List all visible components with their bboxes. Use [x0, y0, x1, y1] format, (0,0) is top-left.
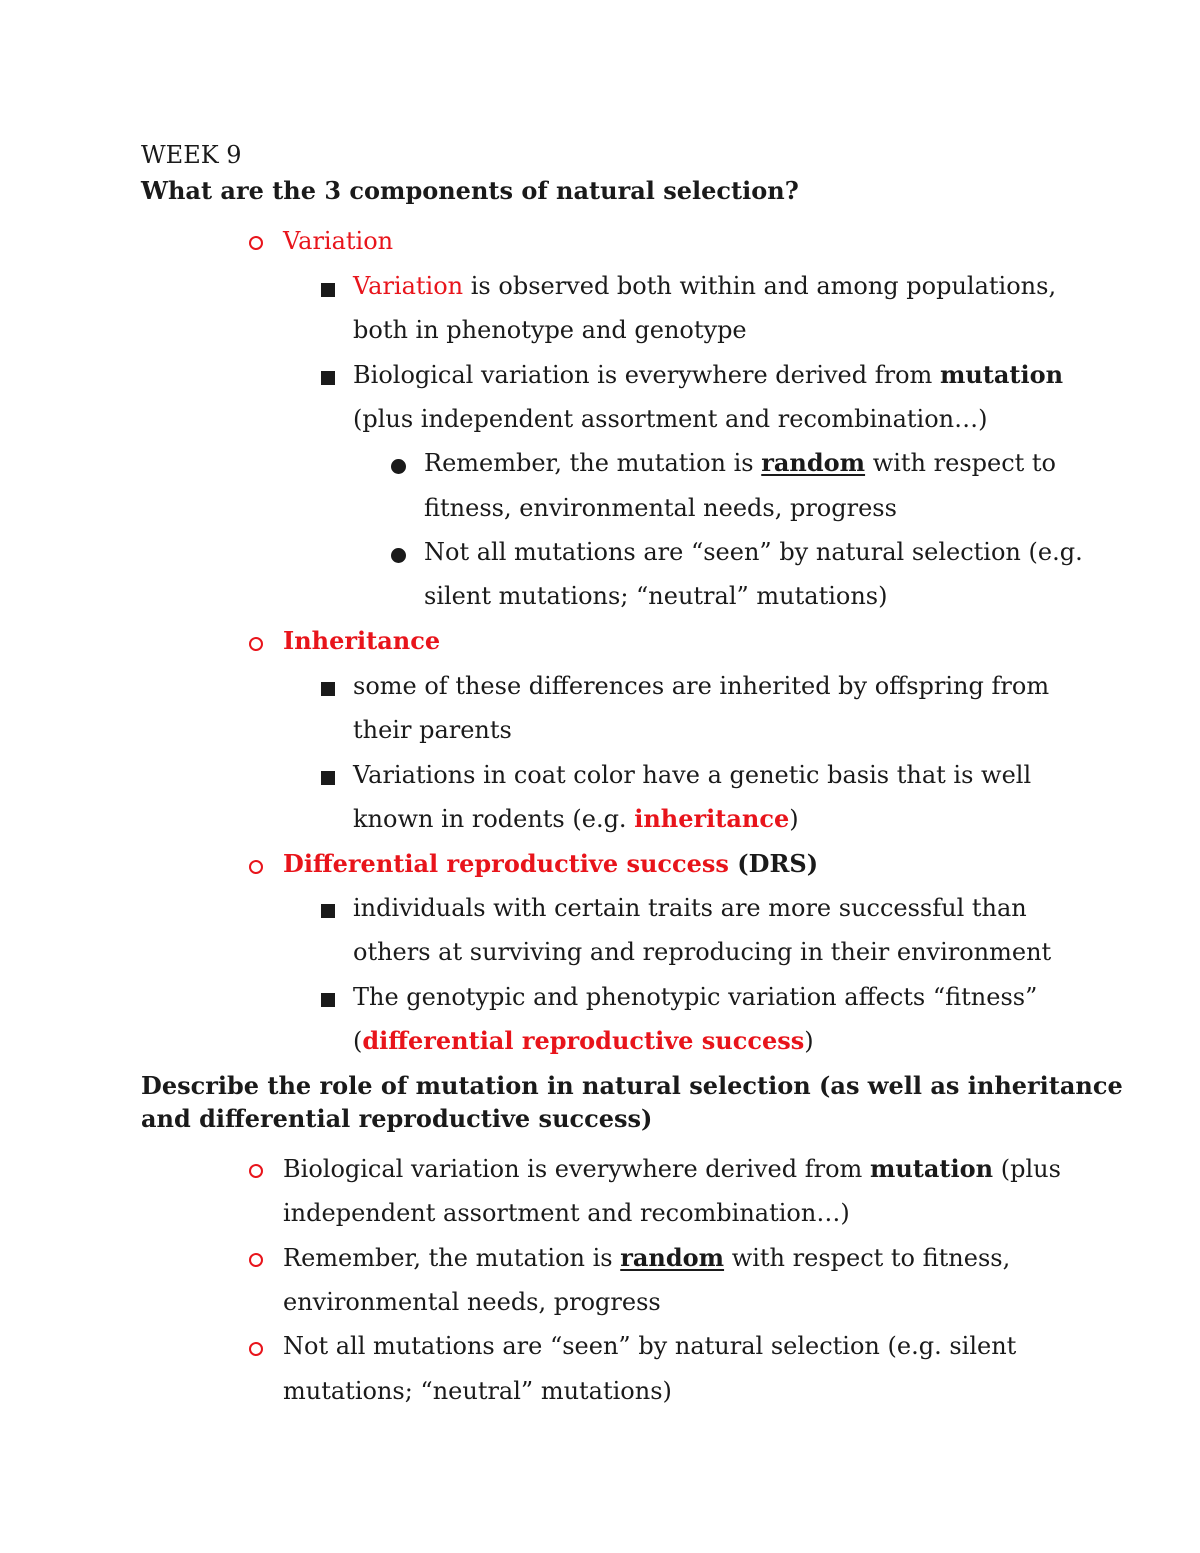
- variation-title: Variation: [283, 227, 394, 255]
- filled-dot-bullet-icon: [391, 548, 406, 563]
- inheritance-point-1: some of these differences are inherited by offspring from: [353, 672, 1050, 700]
- drs-point-1-cont: others at surviving and reproducing in their environment: [353, 938, 1052, 966]
- drs-point-2-cont: (differential reproductive success): [353, 1026, 814, 1055]
- inheritance-point-2-cont: known in rodents (e.g. inheritance): [353, 804, 799, 833]
- question-1: What are the 3 components of natural selection?: [141, 176, 799, 205]
- answer-point-3-cont: mutations; “neutral” mutations): [283, 1377, 672, 1405]
- mutation-seen-note: Not all mutations are “seen” by natural selection (e.g.: [424, 538, 1083, 566]
- drs-point-2: The genotypic and phenotypic variation affects “fitness”: [353, 983, 1038, 1011]
- variation-point-1-cont: both in phenotype and genotype: [353, 316, 747, 344]
- question-2: Describe the role of mutation in natural selection (as well as inheritance: [141, 1071, 1123, 1100]
- answer-point-1-cont: independent assortment and recombination…): [283, 1199, 850, 1227]
- hollow-circle-bullet-icon: [249, 1342, 263, 1356]
- mutation-seen-note-cont: silent mutations; “neutral” mutations): [424, 582, 888, 610]
- square-bullet-icon: [321, 993, 335, 1007]
- square-bullet-icon: [321, 904, 335, 918]
- answer-point-3: Not all mutations are “seen” by natural selection (e.g. silent: [283, 1332, 1017, 1360]
- week-label: WEEK 9: [141, 141, 242, 169]
- inheritance-title: Inheritance: [283, 626, 441, 655]
- drs-title: Differential reproductive success (DRS): [283, 849, 819, 878]
- hollow-circle-bullet-icon: [249, 860, 263, 874]
- variation-point-1: Variation is observed both within and among populations,: [353, 272, 1057, 300]
- hollow-circle-bullet-icon: [249, 637, 263, 651]
- answer-point-1: Biological variation is everywhere derived from mutation (plus: [283, 1154, 1061, 1183]
- mutation-random-note: Remember, the mutation is random with respect to: [424, 448, 1057, 477]
- filled-dot-bullet-icon: [391, 459, 406, 474]
- hollow-circle-bullet-icon: [249, 236, 263, 250]
- mutation-random-note-cont: fitness, environmental needs, progress: [424, 494, 897, 522]
- square-bullet-icon: [321, 682, 335, 696]
- square-bullet-icon: [321, 371, 335, 385]
- inheritance-point-2: Variations in coat color have a genetic basis that is well: [353, 761, 1032, 789]
- answer-point-2: Remember, the mutation is random with respect to fitness,: [283, 1243, 1011, 1272]
- drs-point-1: individuals with certain traits are more successful than: [353, 894, 1027, 922]
- question-2-cont: and differential reproductive success): [141, 1104, 653, 1133]
- hollow-circle-bullet-icon: [249, 1253, 263, 1267]
- inheritance-point-1-cont: their parents: [353, 716, 512, 744]
- variation-point-2-cont: (plus independent assortment and recombination…): [353, 405, 988, 433]
- variation-point-2: Biological variation is everywhere derived from mutation: [353, 360, 1064, 389]
- square-bullet-icon: [321, 283, 335, 297]
- answer-point-2-cont: environmental needs, progress: [283, 1288, 661, 1316]
- hollow-circle-bullet-icon: [249, 1164, 263, 1178]
- square-bullet-icon: [321, 771, 335, 785]
